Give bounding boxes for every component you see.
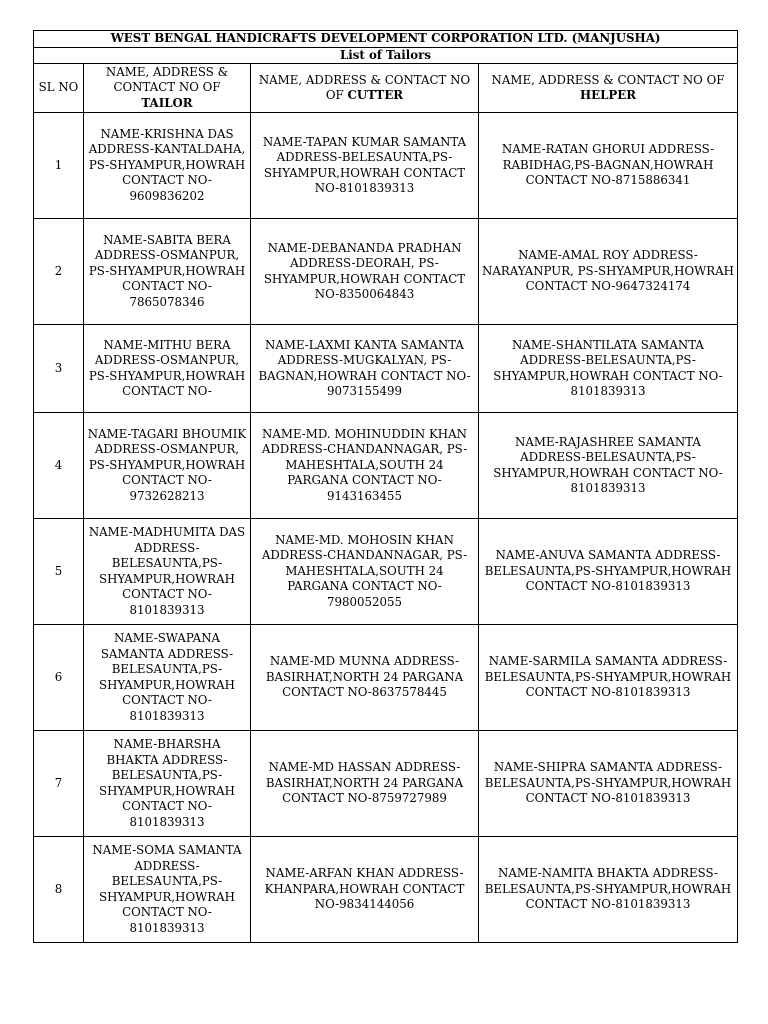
title-row	[34, 31, 738, 48]
table-row	[34, 413, 738, 519]
sl-no-cell: 6	[34, 625, 84, 731]
sl-no-cell: 1	[34, 113, 84, 219]
helper-cell: NAME-ANUVA SAMANTA ADDRESS-BELESAUNTA,PS-SHYAMPUR,HOWRAH CONTACT NO-8101839313	[479, 519, 738, 625]
header-tailor	[84, 64, 251, 113]
table-row	[34, 625, 738, 731]
helper-cell: NAME-SHANTILATA SAMANTA ADDRESS-BELESAUNTA,PS-SHYAMPUR,HOWRAH CONTACT NO-8101839313	[479, 325, 738, 413]
helper-cell: NAME-SHIPRA SAMANTA ADDRESS-BELESAUNTA,PS-SHYAMPUR,HOWRAH CONTACT NO-8101839313	[479, 731, 738, 837]
header-cutter-bold: CUTTER	[347, 88, 404, 102]
tailor-cell: NAME-KRISHNA DAS ADDRESS-KANTALDAHA, PS-SHYAMPUR,HOWRAH CONTACT NO-9609836202	[84, 113, 251, 219]
header-cutter	[251, 64, 479, 113]
header-cutter-prefix: NAME, ADDRESS & CONTACT NO OF	[258, 72, 471, 102]
sl-no-cell: 2	[34, 219, 84, 325]
header-helper-prefix: NAME, ADDRESS & CONTACT NO OF	[491, 72, 725, 87]
cutter-cell: NAME-TAPAN KUMAR SAMANTA ADDRESS-BELESAUNTA,PS-SHYAMPUR,HOWRAH CONTACT NO-8101839313	[251, 113, 479, 219]
tailors-table	[33, 30, 738, 943]
helper-cell: NAME-NAMITA BHAKTA ADDRESS-BELESAUNTA,PS-SHYAMPUR,HOWRAH CONTACT NO-8101839313	[479, 837, 738, 943]
helper-cell: NAME-RATAN GHORUI ADDRESS-RABIDHAG,PS-BAGNAN,HOWRAH CONTACT NO-8715886341	[479, 113, 738, 219]
helper-cell: NAME-AMAL ROY ADDRESS-NARAYANPUR, PS-SHYAMPUR,HOWRAH CONTACT NO-9647324174	[479, 219, 738, 325]
tailor-cell: NAME-SABITA BERA ADDRESS-OSMANPUR, PS-SHYAMPUR,HOWRAH CONTACT NO-7865078346	[84, 219, 251, 325]
cutter-cell: NAME-ARFAN KHAN ADDRESS-KHANPARA,HOWRAH CONTACT NO-9834144056	[251, 837, 479, 943]
tailor-cell: NAME-TAGARI BHOUMIK ADDRESS-OSMANPUR, PS-SHYAMPUR,HOWRAH CONTACT NO-9732628213	[84, 413, 251, 519]
tailor-cell: NAME-BHARSHA BHAKTA ADDRESS-BELESAUNTA,PS-SHYAMPUR,HOWRAH CONTACT NO-8101839313	[84, 731, 251, 837]
header-sl-no: SL NO	[34, 64, 84, 113]
cutter-cell: NAME-DEBANANDA PRADHAN ADDRESS-DEORAH, PS-SHYAMPUR,HOWRAH CONTACT NO-8350064843	[251, 219, 479, 325]
table-row	[34, 325, 738, 413]
tailor-cell: NAME-MITHU BERA ADDRESS-OSMANPUR, PS-SHYAMPUR,HOWRAH CONTACT NO-	[84, 325, 251, 413]
sl-no-cell: 3	[34, 325, 84, 413]
tailor-cell: NAME-SOMA SAMANTA ADDRESS-BELESAUNTA,PS-SHYAMPUR,HOWRAH CONTACT NO-8101839313	[84, 837, 251, 943]
table-row	[34, 837, 738, 943]
header-helper	[479, 64, 738, 113]
header-tailor-prefix: NAME, ADDRESS & CONTACT NO OF	[105, 64, 229, 95]
table-row	[34, 731, 738, 837]
document-subtitle: List of Tailors	[34, 47, 738, 64]
helper-cell: NAME-RAJASHREE SAMANTA ADDRESS-BELESAUNTA,PS-SHYAMPUR,HOWRAH CONTACT NO-8101839313	[479, 413, 738, 519]
sl-no-cell: 4	[34, 413, 84, 519]
helper-cell: NAME-SARMILA SAMANTA ADDRESS-BELESAUNTA,PS-SHYAMPUR,HOWRAH CONTACT NO-8101839313	[479, 625, 738, 731]
cutter-cell: NAME-MD. MOHINUDDIN KHAN ADDRESS-CHANDANNAGAR, PS-MAHESHTALA,SOUTH 24 PARGANA CONTACT NO-9143163455	[251, 413, 479, 519]
cutter-cell: NAME-MD HASSAN ADDRESS-BASIRHAT,NORTH 24 PARGANA CONTACT NO-8759727989	[251, 731, 479, 837]
subtitle-row	[34, 47, 738, 64]
header-helper-bold: HELPER	[579, 88, 637, 102]
table-row	[34, 113, 738, 219]
cutter-cell: NAME-MD. MOHOSIN KHAN ADDRESS-CHANDANNAGAR, PS-MAHESHTALA,SOUTH 24 PARGANA CONTACT NO-7980052055	[251, 519, 479, 625]
cutter-cell: NAME-LAXMI KANTA SAMANTA ADDRESS-MUGKALYAN, PS-BAGNAN,HOWRAH CONTACT NO-9073155499	[251, 325, 479, 413]
sl-no-cell: 5	[34, 519, 84, 625]
table-row	[34, 219, 738, 325]
sl-no-cell: 7	[34, 731, 84, 837]
tailor-cell: NAME-SWAPANA SAMANTA ADDRESS-BELESAUNTA,PS-SHYAMPUR,HOWRAH CONTACT NO-8101839313	[84, 625, 251, 731]
cutter-cell: NAME-MD MUNNA ADDRESS-BASIRHAT,NORTH 24 PARGANA CONTACT NO-8637578445	[251, 625, 479, 731]
table-row	[34, 519, 738, 625]
sl-no-cell: 8	[34, 837, 84, 943]
document-title: WEST BENGAL HANDICRAFTS DEVELOPMENT CORPORATION LTD. (MANJUSHA)	[34, 31, 738, 48]
tailor-cell: NAME-MADHUMITA DAS ADDRESS-BELESAUNTA,PS-SHYAMPUR,HOWRAH CONTACT NO-8101839313	[84, 519, 251, 625]
header-row	[34, 64, 738, 113]
header-tailor-bold: TAILOR	[141, 95, 193, 110]
